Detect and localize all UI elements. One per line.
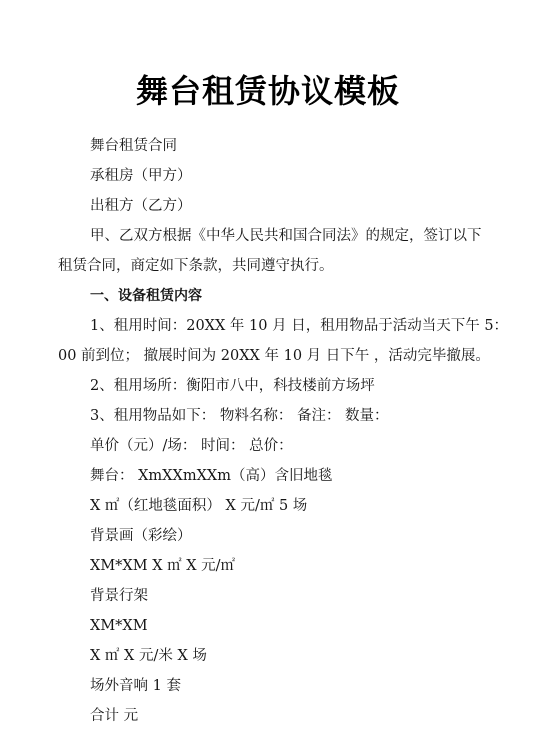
rental-time-line-2: 00 前到位； 撤展时间为 20XX 年 10 月 日下午 ，活动完毕撤展。: [58, 348, 490, 364]
items-header: 3、租用物品如下： 物料名称： 备注： 数量：: [90, 408, 389, 424]
preamble-line-2: 租赁合同，商定如下条款，共同遵守执行。: [58, 258, 334, 274]
item-stage-detail: X ㎡（红地毯面积） X 元/㎡ 5 场: [90, 498, 308, 514]
total-line: 合计 元: [90, 708, 139, 724]
item-truss: 背景行架: [90, 588, 148, 604]
party-b: 出租方（乙方）: [90, 198, 192, 214]
contract-name: 舞台租赁合同: [90, 138, 177, 154]
rental-time-line-1: 1、租用时间：20XX 年 10 月 日，租用物品于活动当天下午 5：: [90, 318, 509, 334]
item-backdrop-detail: XM*XM X ㎡ X 元/㎡: [90, 558, 236, 574]
item-audio: 场外音响 1 套: [90, 678, 181, 694]
item-stage: 舞台： XmXXmXXm（高）含旧地毯: [90, 468, 333, 484]
party-a: 承租房（甲方）: [90, 168, 192, 184]
item-truss-size: XM*XM: [90, 618, 148, 634]
item-truss-detail: X ㎡ X 元/米 X 场: [90, 648, 207, 664]
item-backdrop: 背景画（彩绘）: [90, 528, 192, 544]
rental-venue: 2、租用场所：衡阳市八中，科技楼前方场坪: [90, 378, 375, 394]
document-title: 舞台租赁协议模板: [135, 72, 400, 110]
items-header-2: 单价（元）/场： 时间： 总价：: [90, 438, 293, 454]
preamble-line-1: 甲、乙双方根据《中华人民共和国合同法》的规定，签订以下: [90, 228, 482, 244]
section-heading: 一、设备租赁内容: [90, 288, 202, 304]
